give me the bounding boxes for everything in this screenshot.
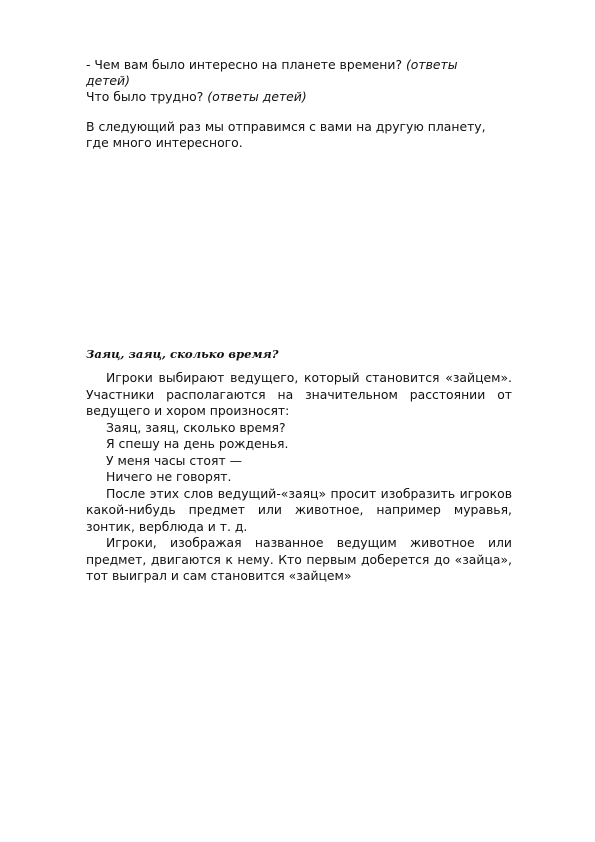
next-trip-line: где много интересного. <box>86 135 243 150</box>
question-difficult <box>86 89 512 105</box>
game-rule: Игроки, изображая названное ведущим животное или предмет, двигаются к нему. Кто первым доберется до «зайца», тот выиграл и сам становится «зайцем» <box>86 535 512 583</box>
game-title: Заяц, заяц, сколько время? <box>86 347 279 361</box>
verse-line: Я спешу на день рожденья. <box>106 436 289 451</box>
answer-hint: (ответы детей) <box>207 89 307 104</box>
question-line <box>86 89 512 105</box>
question-text: Что было трудно? <box>86 89 208 104</box>
game-description <box>86 370 512 585</box>
answer-hint: (ответы <box>405 57 458 72</box>
verse-line: Заяц, заяц, сколько время? <box>106 419 286 435</box>
verse-line: Ничего не говорят. <box>106 469 232 484</box>
game-intro: Игроки выбирают ведущего, который становится «зайцем». Участники располагаются на значительном расстоянии от ведущего и хором произносят: <box>86 370 512 418</box>
verse-line: У меня часы стоят — <box>106 452 243 468</box>
question-interesting <box>86 57 512 89</box>
next-trip-line: В следующий раз мы отправимся с вами на другую планету, <box>86 119 486 134</box>
question-text: - Чем вам было интересно на планете времени? <box>86 57 406 72</box>
game-rule: После этих слов ведущий-«заяц» просит изобразить игроков какой-нибудь предмет или животное, например муравья, зонтик, верблюда и т. д. <box>86 485 512 534</box>
question-line <box>86 57 512 73</box>
answer-hint-continued: детей) <box>86 73 130 88</box>
next-trip-paragraph <box>86 119 512 151</box>
